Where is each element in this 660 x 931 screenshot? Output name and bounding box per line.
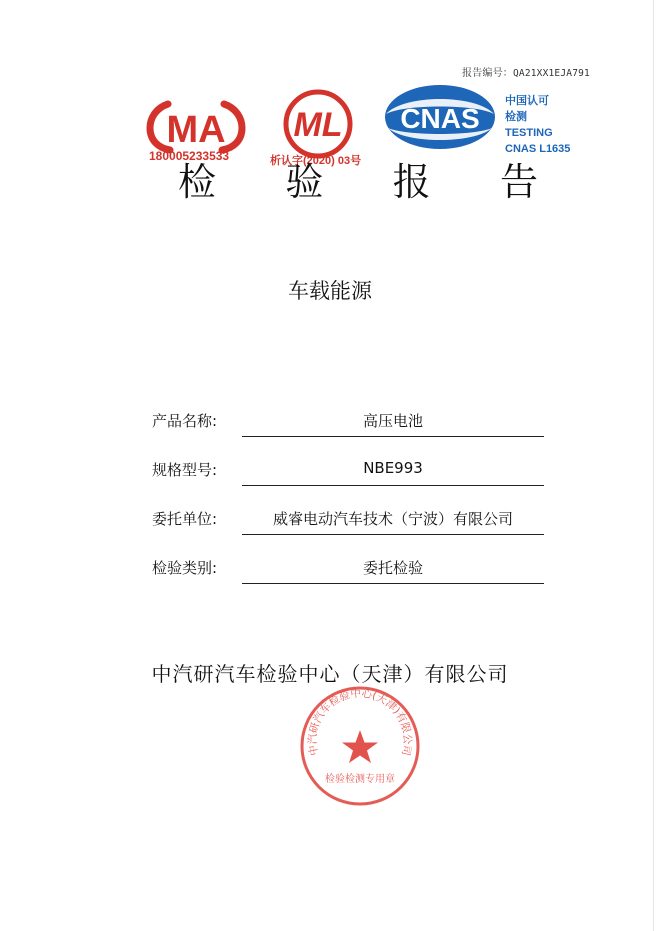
field-value: NBE993 [363,459,423,477]
field-product-name [152,410,546,436]
field-label: 产品名称: [152,412,218,430]
field-client [152,508,546,534]
organization-name: 中汽研汽车检验中心（天津）有限公司 [151,662,509,686]
field-inspection-type [152,557,546,583]
report-number [462,64,590,79]
field-label: 委托单位: [152,510,218,528]
official-seal [298,684,422,808]
seal-ring-text: 中汽研汽车检验中心(天津)有限公司 [306,687,414,757]
cnas-accreditation-text [505,93,570,157]
ml-logo-text: ML [293,106,343,144]
field-model [152,459,546,485]
ml-code: 析认字(2020) 03号 [270,155,362,167]
title-char: 报 [392,160,431,204]
cnas-line: TESTING [505,127,553,139]
product-category: 车载能源 [288,279,372,303]
field-underline [242,583,544,584]
field-label: 检验类别: [152,559,218,577]
cnas-line: 中国认可 [505,95,549,107]
field-label: 规格型号: [152,461,218,479]
page-edge [653,0,654,931]
cma-code: 180005233533 [149,149,230,163]
title-char: 告 [499,160,538,204]
cnas-line: CNAS L1635 [505,143,571,155]
cnas-line: 检测 [505,111,527,123]
title-char: 验 [285,160,324,204]
field-value: 委托检验 [362,559,423,577]
report-number-value: QA21XX1EJA791 [513,68,590,79]
report-title [178,151,538,206]
field-value: 威睿电动汽车技术（宁波）有限公司 [272,510,513,528]
title-char: 检 [178,160,217,204]
field-underline [242,436,544,437]
cma-logo-text: MA [166,109,226,151]
field-underline [242,485,544,486]
seal-bottom-text: 检验检测专用章 [325,774,395,785]
cnas-logo [384,84,496,150]
report-number-label: 报告编号： [462,68,513,79]
field-underline [242,534,544,535]
cnas-logo-text: CNAS [400,103,480,134]
field-value: 高压电池 [362,412,423,430]
